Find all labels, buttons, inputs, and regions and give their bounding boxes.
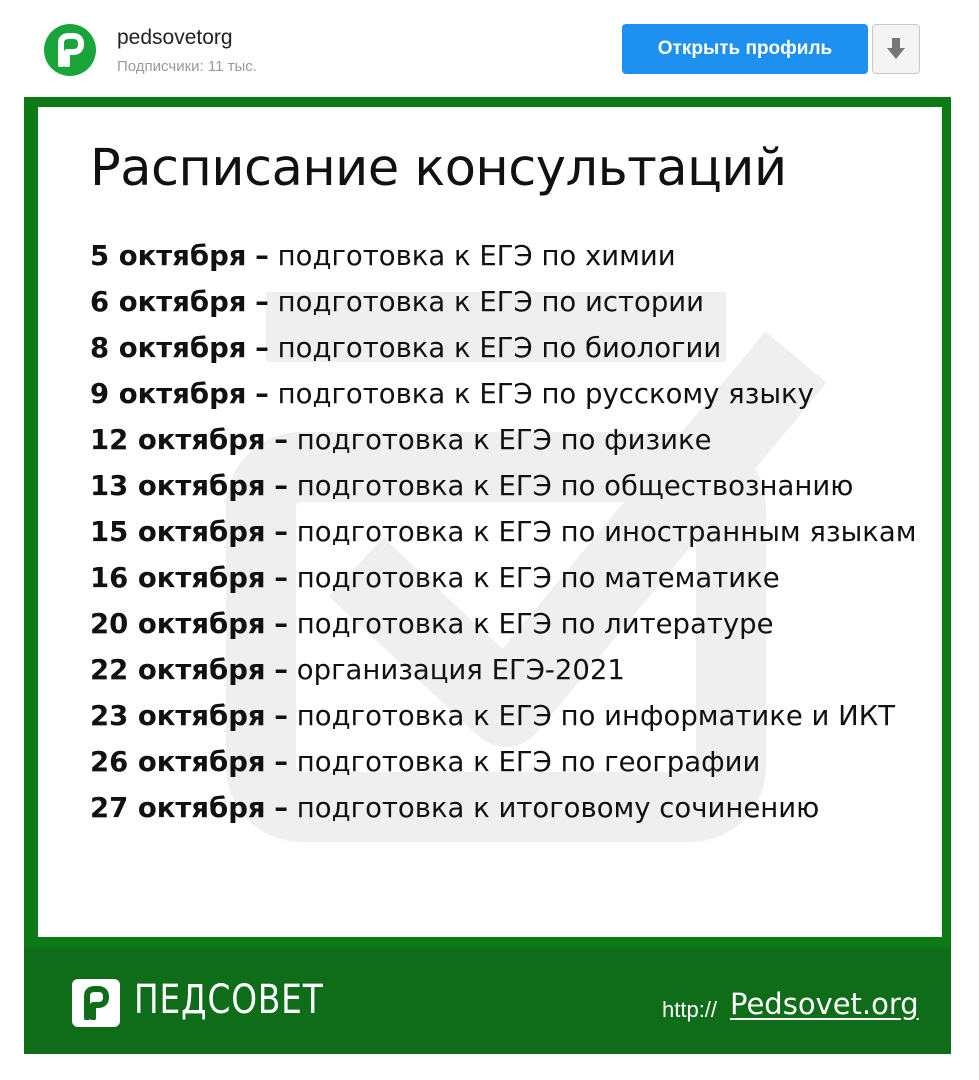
site-url-prefix: http:// — [662, 997, 718, 1022]
schedule-item — [90, 647, 920, 693]
schedule-dash: – — [274, 608, 289, 640]
schedule-item — [90, 463, 920, 509]
schedule-item — [90, 601, 920, 647]
schedule-text: подготовка к итоговому сочинению — [296, 792, 820, 824]
download-button[interactable] — [872, 24, 920, 74]
schedule-date: 5 октября — [90, 240, 247, 272]
schedule-date: 16 октября — [90, 562, 266, 594]
schedule-dash: – — [274, 424, 289, 456]
schedule-text: подготовка к ЕГЭ по географии — [296, 746, 761, 778]
schedule-date: 6 октября — [90, 286, 247, 318]
download-arrow-icon — [885, 36, 907, 62]
schedule-dash: – — [274, 792, 289, 824]
followers-count: Подписчики: 11 тыс. — [117, 58, 257, 75]
post-image[interactable] — [24, 97, 951, 1054]
schedule-date: 8 октября — [90, 332, 247, 364]
pedsovet-logo-icon — [55, 33, 85, 67]
schedule-dash: – — [274, 746, 289, 778]
account-name[interactable]: pedsovetorg — [117, 26, 233, 49]
post-header — [0, 0, 979, 96]
schedule-text: подготовка к ЕГЭ по иностранным языкам — [296, 516, 917, 548]
schedule-dash: – — [274, 516, 289, 548]
schedule-dash: – — [274, 562, 289, 594]
schedule-item — [90, 555, 920, 601]
schedule-item — [90, 509, 920, 555]
schedule-date: 26 октября — [90, 746, 266, 778]
brand-name: ПЕДСОВЕТ — [134, 977, 324, 1023]
schedule-item — [90, 325, 920, 371]
schedule-item — [90, 739, 920, 785]
schedule-dash: – — [255, 240, 269, 272]
schedule-date: 12 октября — [90, 424, 266, 456]
schedule-dash: – — [274, 470, 289, 502]
schedule-text: подготовка к ЕГЭ по информатике и ИКТ — [296, 700, 896, 732]
poster-title: Расписание консультаций — [90, 139, 787, 198]
schedule-date: 23 октября — [90, 700, 266, 732]
schedule-date: 13 октября — [90, 470, 266, 502]
poster-footer — [24, 947, 951, 1054]
site-url-domain: Pedsovet.org — [730, 987, 919, 1021]
poster-panel — [38, 107, 942, 937]
pedsovet-logo-icon — [72, 979, 120, 1027]
schedule-date: 15 октября — [90, 516, 266, 548]
schedule-date: 9 октября — [90, 378, 247, 410]
schedule-dash: – — [255, 286, 269, 318]
schedule-item — [90, 371, 920, 417]
schedule-dash: – — [255, 332, 269, 364]
schedule-text: организация ЕГЭ-2021 — [296, 654, 625, 686]
schedule-text: подготовка к ЕГЭ по истории — [277, 286, 705, 318]
schedule-dash: – — [274, 700, 289, 732]
schedule-list — [90, 233, 920, 831]
schedule-dash: – — [274, 654, 289, 686]
schedule-item — [90, 785, 920, 831]
schedule-text: подготовка к ЕГЭ по литературе — [296, 608, 774, 640]
schedule-text: подготовка к ЕГЭ по биологии — [277, 332, 722, 364]
schedule-date: 22 октября — [90, 654, 266, 686]
schedule-date: 27 октября — [90, 792, 266, 824]
schedule-item — [90, 693, 920, 739]
schedule-text: подготовка к ЕГЭ по обществознанию — [296, 470, 854, 502]
schedule-text: подготовка к ЕГЭ по физике — [296, 424, 712, 456]
open-profile-button[interactable]: Открыть профиль — [622, 24, 868, 74]
schedule-item — [90, 279, 920, 325]
schedule-text: подготовка к ЕГЭ по химии — [277, 240, 676, 272]
schedule-text: подготовка к ЕГЭ по русскому языку — [277, 378, 814, 410]
avatar[interactable] — [44, 24, 96, 76]
schedule-item — [90, 417, 920, 463]
schedule-date: 20 октября — [90, 608, 266, 640]
schedule-text: подготовка к ЕГЭ по математике — [296, 562, 780, 594]
schedule-item — [90, 233, 920, 279]
schedule-dash: – — [255, 378, 269, 410]
